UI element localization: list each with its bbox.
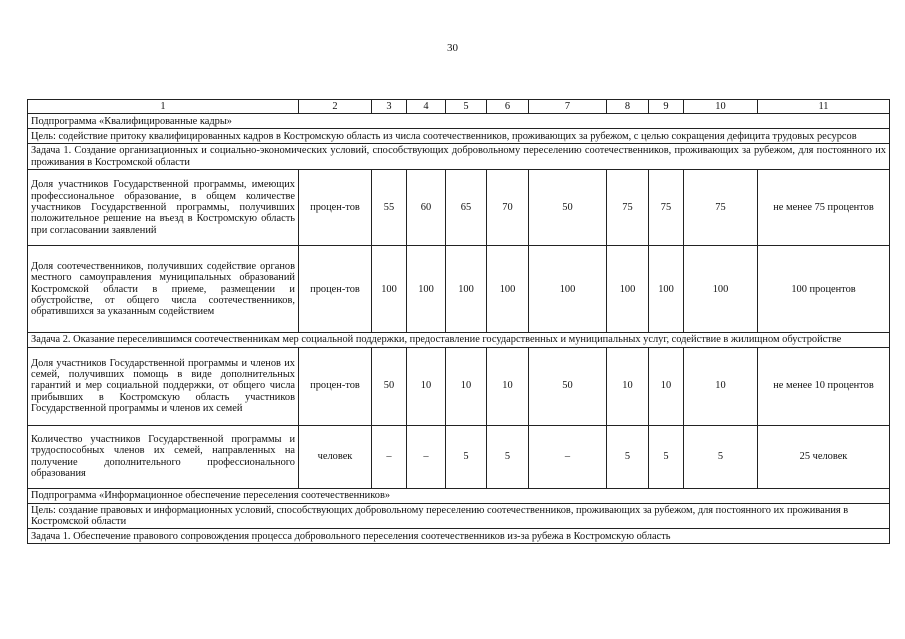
value-cell: 100 — [446, 246, 487, 333]
subprogram-title: Подпрограмма «Информационное обеспечение переселения соотечественников» — [28, 488, 890, 503]
value-cell: 10 — [649, 347, 684, 425]
value-cell: 60 — [407, 170, 446, 246]
value-cell: 55 — [372, 170, 407, 246]
task-text: Задача 2. Оказание переселившимся соотечественникам мер социальной поддержки, предоставление государственных и муниципальных услуг, содействие в жилищном обустройстве — [28, 333, 890, 347]
indicator-unit: человек — [299, 425, 372, 488]
target-cell: 100 процентов — [758, 246, 890, 333]
value-cell: 75 — [649, 170, 684, 246]
header-row — [28, 100, 890, 114]
indicator-name: Доля соотечественников, получивших содействие органов местного самоуправления муниципальных образований Костромской области в приеме, размещении и обустройстве, от общего числа соотечественников, обратившихся за указанным содействием — [28, 246, 299, 333]
task-row — [28, 333, 890, 347]
header-cell: 7 — [529, 100, 607, 114]
indicator-unit: процен-тов — [299, 246, 372, 333]
table-row — [28, 170, 890, 246]
task-text: Задача 1. Обеспечение правового сопровождения процесса добровольного переселения соотечественников из-за рубежа в Костромскую область — [28, 529, 890, 544]
header-cell: 9 — [649, 100, 684, 114]
value-cell: – — [529, 425, 607, 488]
header-cell: 4 — [407, 100, 446, 114]
indicator-name: Количество участников Государственной программы и трудоспособных членов их семей, направленных на получение дополнительного профессионального образования — [28, 425, 299, 488]
goal-row — [28, 129, 890, 144]
value-cell: 5 — [607, 425, 649, 488]
subprogram-row — [28, 488, 890, 503]
subprogram-title: Подпрограмма «Квалифицированные кадры» — [28, 114, 890, 129]
value-cell: 100 — [372, 246, 407, 333]
value-cell: 10 — [446, 347, 487, 425]
indicators-table — [27, 99, 890, 544]
value-cell: 5 — [684, 425, 758, 488]
header-cell: 8 — [607, 100, 649, 114]
value-cell: 5 — [649, 425, 684, 488]
value-cell: 75 — [607, 170, 649, 246]
header-cell: 6 — [487, 100, 529, 114]
value-cell: 100 — [407, 246, 446, 333]
value-cell: 5 — [487, 425, 529, 488]
header-cell: 3 — [372, 100, 407, 114]
value-cell: 75 — [684, 170, 758, 246]
value-cell: 50 — [529, 170, 607, 246]
page-number: 30 — [447, 42, 458, 54]
value-cell: 5 — [446, 425, 487, 488]
value-cell: 100 — [487, 246, 529, 333]
value-cell: 50 — [372, 347, 407, 425]
value-cell: 100 — [649, 246, 684, 333]
value-cell: 10 — [607, 347, 649, 425]
header-cell: 2 — [299, 100, 372, 114]
value-cell: 10 — [487, 347, 529, 425]
value-cell: 100 — [607, 246, 649, 333]
target-cell: 25 человек — [758, 425, 890, 488]
value-cell: 100 — [529, 246, 607, 333]
value-cell: – — [372, 425, 407, 488]
target-cell: не менее 10 процентов — [758, 347, 890, 425]
goal-row — [28, 503, 890, 529]
task-text: Задача 1. Создание организационных и социально-экономических условий, способствующих добровольному переселению соотечественников, проживающих за рубежом, для постоянного их проживания в Костромской области — [28, 144, 890, 170]
task-row — [28, 144, 890, 170]
subprogram-goal: Цель: содействие притоку квалифицированных кадров в Костромскую область из числа соотечественников, проживающих за рубежом, с целью сокращения дефицита трудовых ресурсов — [28, 129, 890, 144]
indicator-name: Доля участников Государственной программы, имеющих профессиональное образование, в общем количестве участников Государственной программы, получивших положительное решение на въезд в Костромскую область при согласовании заявлений — [28, 170, 299, 246]
value-cell: – — [407, 425, 446, 488]
value-cell: 10 — [407, 347, 446, 425]
value-cell: 10 — [684, 347, 758, 425]
target-cell: не менее 75 процентов — [758, 170, 890, 246]
header-cell: 11 — [758, 100, 890, 114]
subprogram-row — [28, 114, 890, 129]
subprogram-goal: Цель: создание правовых и информационных условий, способствующих добровольному переселению соотечественников, проживающих за рубежом, для постоянного их проживания в Костромской области — [28, 503, 890, 529]
table-row — [28, 347, 890, 425]
value-cell: 65 — [446, 170, 487, 246]
value-cell: 70 — [487, 170, 529, 246]
indicator-name: Доля участников Государственной программы и членов их семей, получивших помощь в виде дополнительных гарантий и мер социальной поддержки, от общего числа прибывших в Костромскую область участников Государственной программы и членов их семей — [28, 347, 299, 425]
indicator-unit: процен-тов — [299, 347, 372, 425]
value-cell: 100 — [684, 246, 758, 333]
task-row — [28, 529, 890, 544]
table-row — [28, 246, 890, 333]
header-cell: 5 — [446, 100, 487, 114]
table-row — [28, 425, 890, 488]
header-cell: 10 — [684, 100, 758, 114]
value-cell: 50 — [529, 347, 607, 425]
header-cell: 1 — [28, 100, 299, 114]
indicator-unit: процен-тов — [299, 170, 372, 246]
